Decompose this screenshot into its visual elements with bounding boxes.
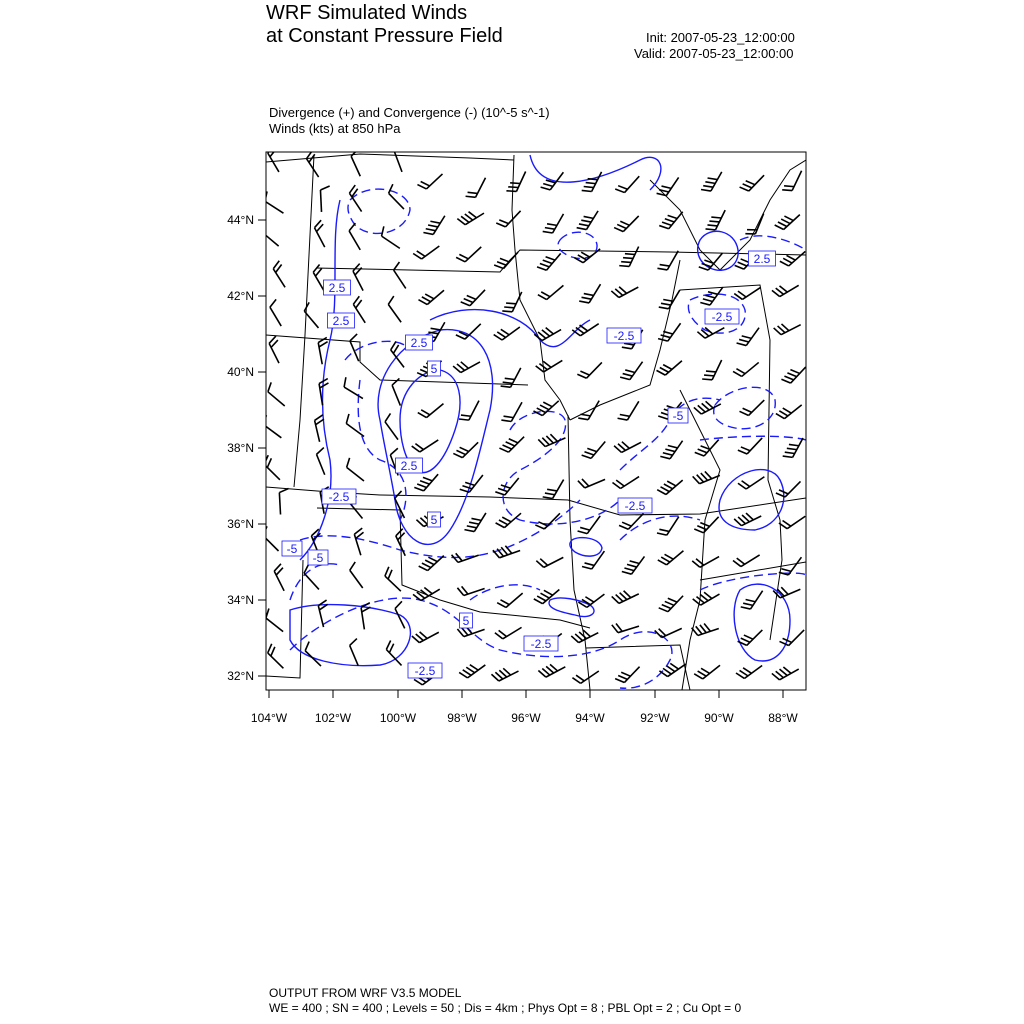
wind-barb xyxy=(307,151,319,177)
wind-barb xyxy=(538,664,565,677)
wind-barb xyxy=(619,247,638,267)
wind-barb xyxy=(262,223,279,247)
wind-barb xyxy=(491,668,518,681)
wind-barb xyxy=(314,220,324,247)
wind-barb xyxy=(537,253,561,270)
wind-barb xyxy=(535,513,560,529)
wind-barb xyxy=(316,448,324,475)
wind-barb xyxy=(656,361,681,375)
figure-title-line2: at Constant Pressure Field xyxy=(266,25,503,47)
valid-time: Valid: 2007-05-23_12:00:00 xyxy=(634,46,794,61)
wind-barb xyxy=(266,608,283,631)
wind-barb xyxy=(772,667,799,680)
wind-barb xyxy=(659,663,685,676)
model-settings-footer: WE = 400 ; SN = 400 ; Levels = 50 ; Dis = 4km ; Phys Opt = 8 ; PBL Opt = 2 ; Cu Opt = 0 xyxy=(269,1001,742,1015)
wind-barb xyxy=(775,215,800,230)
contour-label xyxy=(524,636,558,651)
lon-tick-label: 102°W xyxy=(314,711,352,725)
wind-barb xyxy=(614,216,639,232)
wind-barb xyxy=(502,292,521,312)
wind-barb xyxy=(619,513,643,529)
wind-barb xyxy=(657,177,679,195)
wind-barb xyxy=(622,556,645,574)
contour-label xyxy=(406,335,433,350)
contour-label xyxy=(428,361,441,376)
wind-barb xyxy=(774,324,801,335)
wind-barb xyxy=(572,671,598,683)
lon-tick-label: 88°W xyxy=(768,711,798,725)
wind-barb xyxy=(419,290,444,304)
svg-text:-2.5: -2.5 xyxy=(328,490,350,504)
wind-barb xyxy=(741,591,763,609)
wind-barb xyxy=(268,644,284,669)
wind-barb xyxy=(780,251,805,266)
wind-barb xyxy=(612,477,639,489)
contour-labels xyxy=(282,251,776,678)
wind-barb xyxy=(615,176,639,192)
wind-barb xyxy=(382,226,400,248)
wind-barb xyxy=(577,211,598,230)
wind-barb xyxy=(738,630,763,645)
wind-barb xyxy=(543,214,564,233)
wind-barb xyxy=(385,413,398,439)
wind-barb xyxy=(394,262,406,288)
wind-barb xyxy=(391,341,404,367)
wind-barb xyxy=(350,562,363,588)
svg-text:5: 5 xyxy=(430,513,438,527)
wind-barb xyxy=(536,360,563,372)
wind-barb xyxy=(611,287,638,298)
wind-barb xyxy=(495,478,518,495)
svg-text:5: 5 xyxy=(462,614,470,628)
wind-barb xyxy=(693,471,720,483)
wind-barb xyxy=(386,640,401,665)
wind-barb xyxy=(414,474,438,491)
wind-barb xyxy=(497,593,522,607)
wind-barbs xyxy=(262,145,806,685)
svg-text:2.5: 2.5 xyxy=(410,336,428,350)
wind-barb xyxy=(582,442,606,459)
lat-tick-label: 36°N xyxy=(227,517,254,531)
contour-label xyxy=(328,313,355,328)
wind-barb xyxy=(659,596,683,612)
wind-barb xyxy=(457,586,484,595)
wind-barb xyxy=(612,623,639,632)
wind-barb xyxy=(659,290,680,309)
svg-text:-5: -5 xyxy=(672,409,684,423)
wind-barb xyxy=(506,172,525,192)
svg-text:-2.5: -2.5 xyxy=(414,664,436,678)
wind-barb xyxy=(268,382,285,406)
wind-barb xyxy=(466,178,486,198)
wind-barb xyxy=(781,367,805,383)
svg-text:-2.5: -2.5 xyxy=(613,329,635,343)
wind-barb xyxy=(453,442,478,457)
wind-barb xyxy=(453,362,480,373)
wind-barb xyxy=(459,401,479,421)
wind-barb xyxy=(394,145,402,172)
wind-barb xyxy=(615,667,639,683)
wind-barb xyxy=(270,299,281,326)
wind-barb xyxy=(706,210,726,230)
wind-barb xyxy=(460,475,483,492)
wind-barb xyxy=(541,172,564,190)
wind-barb xyxy=(493,546,520,558)
wind-barb xyxy=(494,327,520,340)
wind-barb xyxy=(320,186,329,212)
contour-label xyxy=(408,663,442,678)
lat-tick-label: 34°N xyxy=(227,593,254,607)
wind-barb xyxy=(501,402,522,421)
wind-barb xyxy=(346,414,364,437)
wind-barb xyxy=(734,513,761,526)
wind-barb xyxy=(305,642,321,666)
wind-barb xyxy=(782,171,801,191)
wind-barb xyxy=(700,287,722,305)
lon-tick-label: 98°W xyxy=(447,711,477,725)
wind-barb xyxy=(353,296,365,323)
wind-barb xyxy=(543,480,564,499)
contour-label xyxy=(705,309,739,324)
lon-tick-label: 94°W xyxy=(575,711,605,725)
wind-barb xyxy=(538,434,565,446)
contour-label xyxy=(324,280,351,295)
wind-barb xyxy=(612,591,639,604)
wind-barb xyxy=(658,323,680,341)
wind-barb xyxy=(461,290,485,306)
wind-barb xyxy=(353,264,363,291)
wind-barb xyxy=(534,589,560,603)
wind-barb xyxy=(582,172,602,192)
wind-barb xyxy=(738,477,764,489)
wind-barb xyxy=(268,145,279,172)
wind-barb xyxy=(533,401,558,416)
svg-text:-2.5: -2.5 xyxy=(711,310,733,324)
svg-text:5: 5 xyxy=(430,362,438,376)
wind-barb xyxy=(499,437,524,453)
wind-barb xyxy=(658,551,684,565)
wind-barb xyxy=(620,362,642,380)
wind-barb xyxy=(783,438,803,457)
wind-barb xyxy=(456,247,481,262)
wind-barb xyxy=(279,489,288,515)
wind-barb xyxy=(657,251,678,270)
wind-barb xyxy=(419,556,444,571)
wind-barb xyxy=(263,526,279,551)
wind-barb xyxy=(772,285,799,296)
init-time: Init: 2007-05-23_12:00:00 xyxy=(646,30,795,45)
wind-barb xyxy=(776,481,801,497)
lon-tick-label: 104°W xyxy=(250,711,288,725)
wind-barb xyxy=(417,174,442,189)
wind-barb xyxy=(738,438,762,454)
wind-barb xyxy=(739,400,764,415)
longitude-axis xyxy=(251,690,798,725)
wind-barb xyxy=(779,630,804,646)
wind-barb xyxy=(350,639,359,666)
svg-text:2.5: 2.5 xyxy=(332,314,350,328)
wind-barb xyxy=(388,296,401,322)
contour-label xyxy=(607,328,641,343)
wind-barb xyxy=(736,665,762,678)
wind-barb xyxy=(423,216,444,235)
lat-tick-label: 40°N xyxy=(227,365,254,379)
wind-barb xyxy=(618,401,639,420)
lat-tick-label: 44°N xyxy=(227,213,254,227)
wind-barb xyxy=(264,455,280,480)
wind-barb xyxy=(274,564,284,591)
wind-barb xyxy=(660,441,682,459)
wind-barb xyxy=(494,252,518,269)
svg-text:-2.5: -2.5 xyxy=(530,637,552,651)
wind-barb xyxy=(733,362,759,376)
wind-level-description: Winds (kts) at 850 hPa xyxy=(269,121,401,136)
wind-barb xyxy=(657,517,679,535)
contour-label xyxy=(428,512,441,527)
wind-barb xyxy=(412,440,439,452)
wind-barb xyxy=(692,557,719,568)
wind-barb xyxy=(265,191,283,213)
lon-tick-label: 100°W xyxy=(379,711,417,725)
lon-tick-label: 92°W xyxy=(640,711,670,725)
figure-title: WRF Simulated Winds xyxy=(266,2,468,24)
contour-label xyxy=(460,613,473,628)
wind-barb xyxy=(733,555,760,567)
wind-barb xyxy=(693,592,720,605)
wind-barb xyxy=(457,212,484,225)
lat-tick-label: 38°N xyxy=(227,441,254,455)
wind-barb xyxy=(347,458,364,481)
wind-barb xyxy=(351,149,360,176)
wind-barb xyxy=(734,287,760,299)
lat-tick-label: 32°N xyxy=(227,669,254,683)
wind-barb xyxy=(349,223,360,250)
lon-tick-label: 90°W xyxy=(704,711,734,725)
wind-barb xyxy=(579,284,600,303)
wind-barb xyxy=(456,324,481,339)
latitude-axis xyxy=(227,213,266,683)
contour-label xyxy=(668,408,688,423)
wind-barb xyxy=(496,513,521,527)
wind-barb xyxy=(737,328,759,346)
wind-barb xyxy=(695,440,719,456)
wind-barb xyxy=(464,513,485,532)
wind-barb xyxy=(413,246,439,259)
wind-barb xyxy=(273,261,285,288)
wind-barb xyxy=(536,557,563,567)
wind-barb xyxy=(655,628,682,637)
wind-barb xyxy=(577,362,602,378)
contour-label xyxy=(618,498,652,513)
svg-text:-5: -5 xyxy=(312,551,324,565)
wind-barb xyxy=(740,175,764,191)
contour-label xyxy=(322,489,356,504)
wind-barb xyxy=(692,624,719,636)
wind-barb xyxy=(496,211,520,227)
wind-barb xyxy=(354,528,363,555)
wind-barb xyxy=(459,665,485,678)
model-footer: OUTPUT FROM WRF V3.5 MODEL xyxy=(269,986,462,1000)
wind-barb xyxy=(779,516,805,528)
wind-barb xyxy=(538,285,564,299)
wind-barb xyxy=(578,479,605,488)
contour-label xyxy=(282,541,302,556)
svg-text:-2.5: -2.5 xyxy=(624,499,646,513)
wind-barb xyxy=(495,627,522,638)
wind-barb xyxy=(701,172,722,191)
wind-barb xyxy=(315,415,324,442)
wind-barb xyxy=(582,551,604,569)
wind-barb xyxy=(269,336,279,363)
contour-label xyxy=(749,251,776,266)
wind-barb xyxy=(418,404,444,418)
wind-barb xyxy=(659,212,682,229)
wind-barb xyxy=(776,405,802,419)
wind-barb xyxy=(657,480,682,494)
lat-tick-label: 42°N xyxy=(227,289,254,303)
wind-barb xyxy=(614,442,641,453)
contour-label xyxy=(308,550,328,565)
wind-barb xyxy=(392,378,400,405)
wind-barb xyxy=(350,334,359,361)
svg-text:2.5: 2.5 xyxy=(328,281,346,295)
contour-label xyxy=(396,458,423,473)
svg-text:2.5: 2.5 xyxy=(753,252,771,266)
wind-barb xyxy=(702,360,722,380)
lon-tick-label: 96°W xyxy=(511,711,541,725)
wind-barb xyxy=(694,665,720,679)
wind-barb xyxy=(385,567,401,591)
wind-barb xyxy=(412,632,439,643)
svg-text:2.5: 2.5 xyxy=(400,459,418,473)
svg-text:-5: -5 xyxy=(286,542,298,556)
wind-barb xyxy=(304,564,319,589)
field-description: Divergence (+) and Convergence (-) (10^-5 s^-1) xyxy=(269,105,550,120)
